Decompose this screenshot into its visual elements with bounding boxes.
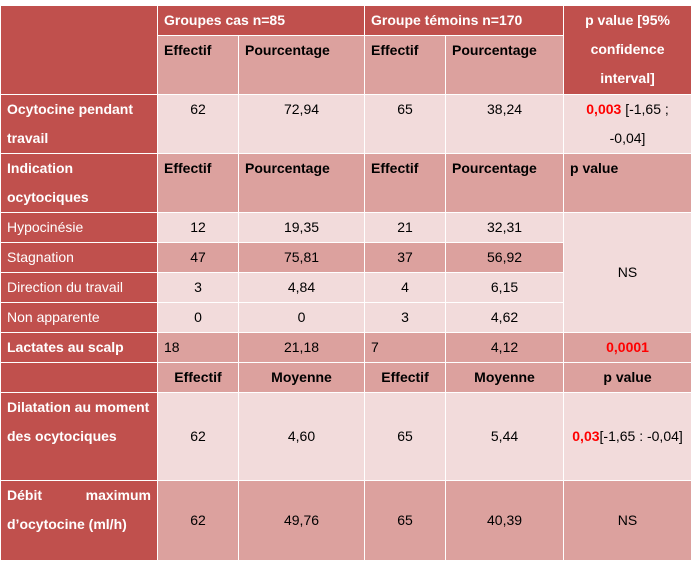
header-effectif-controls: Effectif <box>365 36 446 95</box>
subheader2-pvalue: p value <box>564 363 692 393</box>
cell-indication-pvalue: NS <box>564 213 692 333</box>
cell-non-apparente-pct-cases: 0 <box>239 303 365 333</box>
header-controls: Groupe témoins n=170 <box>365 6 564 36</box>
row-label-stagnation: Stagnation <box>1 243 158 273</box>
cell-lactates-effectif-cases: 18 <box>158 333 239 363</box>
subheader2-moyenne-controls: Moyenne <box>446 363 564 393</box>
subheader-pvalue: p value <box>564 154 692 213</box>
cell-debit-moyenne-controls: 40,39 <box>446 481 564 561</box>
subheader2-effectif-cases: Effectif <box>158 363 239 393</box>
cell-non-apparente-pct-controls: 4,62 <box>446 303 564 333</box>
cell-dilatation-moyenne-cases: 4,60 <box>239 393 365 481</box>
row-label-indication: Indication ocytociques <box>1 154 158 213</box>
cell-ocytocine-pct-cases: 72,94 <box>239 95 365 154</box>
confidence-interval: [-1,65 ; -0,04] <box>609 101 669 146</box>
cell-dilatation-effectif-cases: 62 <box>158 393 239 481</box>
row-label-direction: Direction du travail <box>1 273 158 303</box>
corner-cell <box>1 6 158 95</box>
cell-debit-effectif-controls: 65 <box>365 481 446 561</box>
cell-lactates-effectif-controls: 7 <box>365 333 446 363</box>
cell-ocytocine-effectif-cases: 62 <box>158 95 239 154</box>
cell-debit-moyenne-cases: 49,76 <box>239 481 365 561</box>
cell-lactates-pct-controls: 4,12 <box>446 333 564 363</box>
row-label-debit <box>1 481 158 561</box>
header-pvalue-ci: p value [95% confidence interval] <box>564 6 692 95</box>
cell-dilatation-pvalue <box>564 393 692 481</box>
subheader2-moyenne-cases: Moyenne <box>239 363 365 393</box>
confidence-interval: [-1,65 : -0,04] <box>599 428 683 444</box>
cell-stagnation-pct-cases: 75,81 <box>239 243 365 273</box>
row-label-ocytocine: Ocytocine pendant travail <box>1 95 158 154</box>
subheader2-effectif-controls: Effectif <box>365 363 446 393</box>
cell-stagnation-effectif-controls: 37 <box>365 243 446 273</box>
cell-direction-pct-controls: 6,15 <box>446 273 564 303</box>
subheader-effectif-controls: Effectif <box>365 154 446 213</box>
cell-non-apparente-effectif-controls: 3 <box>365 303 446 333</box>
row-label-lactates: Lactates au scalp <box>1 333 158 363</box>
results-table <box>0 5 692 561</box>
cell-debit-effectif-cases: 62 <box>158 481 239 561</box>
header-pourcentage-cases: Pourcentage <box>239 36 365 95</box>
row-label-non-apparente: Non apparente <box>1 303 158 333</box>
debit-label-line1: Débit maximum <box>7 487 151 503</box>
cell-direction-effectif-controls: 4 <box>365 273 446 303</box>
row-label-hypocinesie: Hypocinésie <box>1 213 158 243</box>
header-cases: Groupes cas n=85 <box>158 6 365 36</box>
subheader-pourcentage-controls: Pourcentage <box>446 154 564 213</box>
cell-direction-pct-cases: 4,84 <box>239 273 365 303</box>
cell-stagnation-pct-controls: 56,92 <box>446 243 564 273</box>
subheader-blank <box>1 363 158 393</box>
cell-ocytocine-pct-controls: 38,24 <box>446 95 564 154</box>
pvalue-highlight: 0,003 <box>586 101 622 117</box>
subheader-effectif-cases: Effectif <box>158 154 239 213</box>
cell-direction-effectif-cases: 3 <box>158 273 239 303</box>
debit-label-line2: d’ocytocine (ml/h) <box>7 516 127 532</box>
row-label-dilatation: Dilatation au moment des ocytociques <box>1 393 158 481</box>
cell-lactates-pct-cases: 21,18 <box>239 333 365 363</box>
pvalue-highlight: 0,03 <box>572 428 600 444</box>
cell-hypocinesie-pct-cases: 19,35 <box>239 213 365 243</box>
header-effectif-cases: Effectif <box>158 36 239 95</box>
cell-hypocinesie-pct-controls: 32,31 <box>446 213 564 243</box>
cell-debit-pvalue: NS <box>564 481 692 561</box>
header-pourcentage-controls: Pourcentage <box>446 36 564 95</box>
cell-ocytocine-pvalue <box>564 95 692 154</box>
cell-dilatation-effectif-controls: 65 <box>365 393 446 481</box>
cell-hypocinesie-effectif-cases: 12 <box>158 213 239 243</box>
cell-lactates-pvalue: 0,0001 <box>564 333 692 363</box>
cell-ocytocine-effectif-controls: 65 <box>365 95 446 154</box>
cell-dilatation-moyenne-controls: 5,44 <box>446 393 564 481</box>
cell-non-apparente-effectif-cases: 0 <box>158 303 239 333</box>
subheader-pourcentage-cases: Pourcentage <box>239 154 365 213</box>
cell-hypocinesie-effectif-controls: 21 <box>365 213 446 243</box>
cell-stagnation-effectif-cases: 47 <box>158 243 239 273</box>
